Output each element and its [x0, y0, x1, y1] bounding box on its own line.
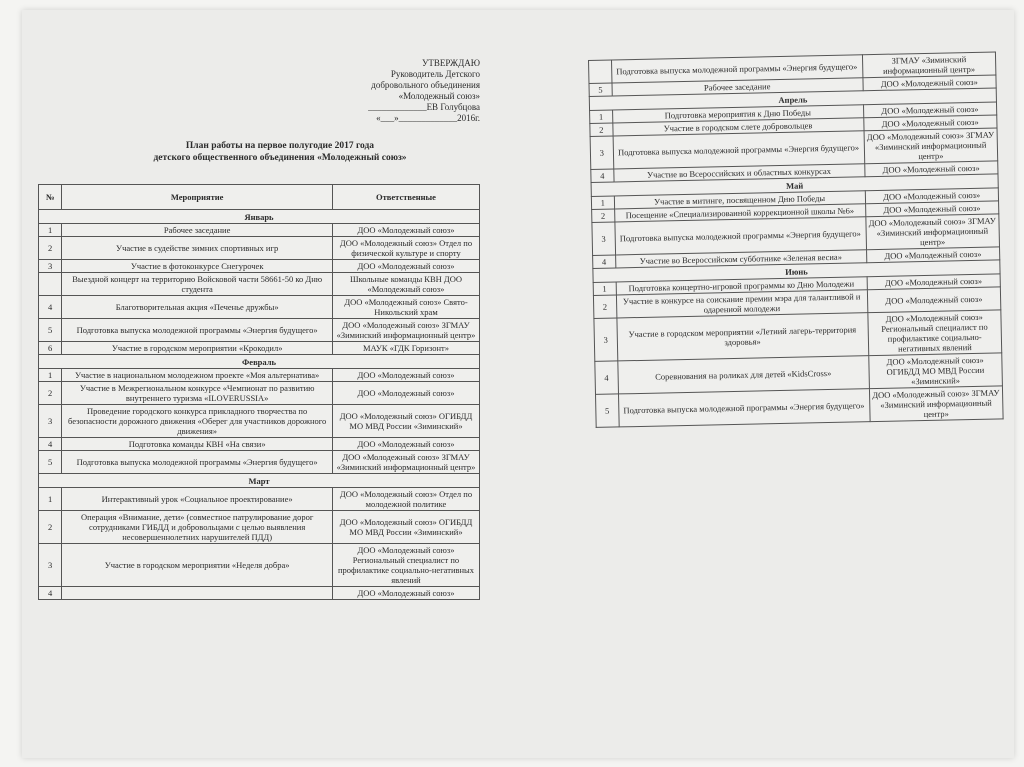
month-heading: Апрель [589, 88, 996, 111]
row-event: Участие в Межрегиональном конкурсе «Чемпионат по развитию внутреннего туризма «ILOVERUSSIA» [62, 382, 333, 405]
row-event: Участие в митинге, посвященном Дню Победы [614, 191, 865, 209]
row-responsible: ДОО «Молодежный союз» ЗГМАУ «Зиминский информационный центр» [869, 386, 1003, 422]
row-number: 1 [39, 369, 62, 382]
table-row [39, 451, 480, 474]
row-event: Подготовка выпуска молодежной программы «Энергия будущего» [62, 451, 333, 474]
row-responsible: ДОО «Молодежный союз» [862, 75, 996, 91]
row-event: Рабочее заседание [62, 224, 333, 237]
row-event: Операция «Внимание, дети» (совместное патрулирование дорог сотрудниками ГИБДД и добровольцами с целью выявления несовершеннолетних нарушителей ПДД) [62, 511, 333, 544]
row-event: Проведение городского конкурса прикладного творчества по безопасности дорожного движения «Оберег для участников дорожного движения» [62, 405, 333, 438]
table-row [39, 369, 480, 382]
month-heading: Январь [39, 210, 480, 224]
row-number: 1 [39, 488, 62, 511]
row-responsible: ДОО «Молодежный союз» [865, 201, 999, 217]
title-line: детского общественного объединения «Молодежный союз» [153, 153, 407, 163]
row-event: Подготовка выпуска молодежной программы «Энергия будущего» [611, 55, 862, 83]
row-responsible: ДОО «Молодежный союз» ЗГМАУ «Зиминский информационный центр» [332, 319, 479, 342]
row-number: 3 [39, 260, 62, 273]
row-event: Подготовка выпуска молодежной программы «Энергия будущего» [615, 217, 867, 255]
approval-line: _____________ЕВ Голубцова [368, 102, 480, 112]
month-heading: Март [39, 474, 480, 488]
row-responsible: МАУК «ГДК Горизонт» [332, 342, 479, 355]
row-number: 5 [589, 83, 612, 96]
row-number: 1 [39, 224, 62, 237]
month-heading: Май [591, 174, 998, 197]
row-number: 2 [39, 511, 62, 544]
row-responsible: ЗГМАУ «Зиминский информационный центр» [862, 52, 996, 78]
row-number [589, 60, 612, 83]
row-number: 2 [593, 295, 616, 318]
row-responsible: ДОО «Молодежный союз» [332, 382, 479, 405]
row-event: Подготовка выпуска молодежной программы «Энергия будущего» [62, 319, 333, 342]
row-number: 2 [592, 209, 615, 222]
row-number: 3 [39, 544, 62, 587]
approval-line: «Молодежный союз» [398, 91, 480, 101]
row-event: Интерактивный урок «Социальное проектирование» [62, 488, 333, 511]
row-responsible: ДОО «Молодежный союз» [332, 587, 479, 600]
row-responsible: ДОО «Молодежный союз» Отдел по физической культуре и спорту [332, 237, 479, 260]
row-event: Участие в конкурсе на соискание премии мэра для талантливой и одаренной молодежи [616, 290, 867, 318]
row-event: Подготовка выпуска молодежной программы «Энергия будущего» [618, 389, 870, 427]
row-event: Участие во Всероссийском субботнике «Зеленая весна» [615, 250, 866, 268]
col-responsible-header: Ответственные [332, 185, 479, 210]
row-responsible: Школьные команды КВН ДОО «Молодежный союз» [332, 273, 479, 296]
table-row [39, 438, 480, 451]
approval-line: Руководитель Детского [390, 69, 480, 79]
row-number: 3 [39, 405, 62, 438]
row-number: 3 [590, 136, 613, 169]
month-row [39, 210, 480, 224]
month-row [39, 355, 480, 369]
table-row [39, 273, 480, 296]
row-number: 6 [39, 342, 62, 355]
table-row [39, 544, 480, 587]
approval-line: УТВЕРЖДАЮ [421, 58, 480, 68]
row-responsible: ДОО «Молодежный союз» [867, 287, 1001, 313]
approval-line: «___»_____________2016г. [376, 113, 480, 123]
row-responsible: ДОО «Молодежный союз» ЗГМАУ «Зиминский информационный центр» [332, 451, 479, 474]
row-responsible: ДОО «Молодежный союз» Свято-Никольский храм [332, 296, 479, 319]
row-number: 4 [591, 169, 614, 182]
row-event: Участие в городском мероприятии «Крокодил» [62, 342, 333, 355]
row-number: 2 [39, 382, 62, 405]
plan-table-left-body [39, 210, 480, 600]
table-row [39, 296, 480, 319]
table-row [39, 587, 480, 600]
row-responsible: ДОО «Молодежный союз» ЗГМАУ «Зиминский информационный центр» [864, 128, 998, 164]
row-responsible: ДОО «Молодежный союз» [865, 188, 999, 204]
table-row [39, 319, 480, 342]
plan-table-right [588, 51, 1004, 427]
row-number: 5 [596, 394, 619, 427]
table-row [39, 237, 480, 260]
row-responsible: ДОО «Молодежный союз» [867, 274, 1001, 290]
table-row [39, 511, 480, 544]
row-event: Участие в городском мероприятии «Неделя добра» [62, 544, 333, 587]
table-row [39, 224, 480, 237]
row-event: Подготовка концертно-игровой программы ко Дню Молодежи [616, 277, 867, 295]
row-number: 2 [590, 123, 613, 136]
row-responsible: ДОО «Молодежный союз» [332, 260, 479, 273]
row-number: 1 [591, 196, 614, 209]
row-event: Посещение «Специализированной коррекционной школы №6» [614, 204, 865, 222]
row-number: 2 [39, 237, 62, 260]
table-row [39, 488, 480, 511]
row-responsible: ДОО «Молодежный союз» [863, 102, 997, 118]
row-responsible: ДОО «Молодежный союз» Отдел по молодежной политике [332, 488, 479, 511]
row-event: Рабочее заседание [612, 78, 863, 96]
row-number: 3 [594, 318, 618, 361]
row-responsible: ДОО «Молодежный союз» [332, 224, 479, 237]
document-title [100, 140, 460, 164]
row-event: Участие в национальном молодежном проекте «Моя альтернатива» [62, 369, 333, 382]
row-event: Выездной концерт на территорию Войсковой части 58661-50 ко Дню студента [62, 273, 333, 296]
month-heading: Февраль [39, 355, 480, 369]
row-number: 4 [595, 361, 618, 394]
month-row [39, 474, 480, 488]
table-row [39, 382, 480, 405]
table-row [39, 342, 480, 355]
month-heading: Июнь [593, 260, 1000, 283]
row-responsible: ДОО «Молодежный союз» Региональный специалист по профилактике социально-негативных явлений [332, 544, 479, 587]
row-responsible: ДОО «Молодежный союз» [866, 247, 1000, 263]
title-line: План работы на первое полугодие 2017 года [185, 141, 375, 151]
row-responsible: ДОО «Молодежный союз» Региональный специалист по профилактике социально-негативных явлений [867, 310, 1001, 356]
row-number: 5 [39, 319, 62, 342]
row-event: Участие во Всероссийских и областных конкурсах [613, 164, 864, 182]
row-number: 4 [39, 438, 62, 451]
row-event: Соревнования на роликах для детей «KidsCross» [617, 356, 869, 394]
row-responsible: ДОО «Молодежный союз» [332, 438, 479, 451]
row-event: Благотворительная акция «Печенье дружбы» [62, 296, 333, 319]
row-event: Подготовка команды КВН «На связи» [62, 438, 333, 451]
row-number: 1 [593, 282, 616, 295]
plan-table-left [38, 184, 480, 600]
row-responsible: ДОО «Молодежный союз» [863, 115, 997, 131]
col-number-header: № [39, 185, 62, 210]
row-event: Участие в судействе зимних спортивных игр [62, 237, 333, 260]
approval-block [330, 58, 480, 124]
row-event: Участие в городском мероприятии «Летний лагерь-территория здоровья» [617, 313, 869, 361]
row-event [62, 587, 333, 600]
row-responsible: ДОО «Молодежный союз» ОГИБДД МО МВД России «Зиминский» [332, 511, 479, 544]
row-responsible: ДОО «Молодежный союз» [864, 161, 998, 177]
row-number [39, 273, 62, 296]
table-row [39, 405, 480, 438]
row-number: 4 [39, 296, 62, 319]
row-number: 3 [592, 222, 615, 255]
row-number: 4 [39, 587, 62, 600]
col-event-header: Мероприятие [62, 185, 333, 210]
row-number: 1 [590, 110, 613, 123]
row-event: Подготовка мероприятия к Дню Победы [612, 105, 863, 123]
plan-table-right-body [589, 52, 1004, 427]
row-responsible: ДОО «Молодежный союз» ЗГМАУ «Зиминский информационный центр» [865, 214, 999, 250]
row-event: Участие в городском слете добровольцев [612, 118, 863, 136]
row-event: Участие в фотоконкурсе Снегурочек [62, 260, 333, 273]
row-responsible: ДОО «Молодежный союз» [332, 369, 479, 382]
table-header-row [39, 185, 480, 210]
table-row [39, 260, 480, 273]
row-responsible: ДОО «Молодежный союз» ОГИБДД МО МВД России «Зиминский» [868, 353, 1002, 389]
row-responsible: ДОО «Молодежный союз» ОГИБДД МО МВД России «Зиминский» [332, 405, 479, 438]
approval-line: добровольного объединения [371, 80, 480, 90]
row-number: 5 [39, 451, 62, 474]
row-number: 4 [593, 255, 616, 268]
row-event: Подготовка выпуска молодежной программы «Энергия будущего» [613, 131, 865, 169]
